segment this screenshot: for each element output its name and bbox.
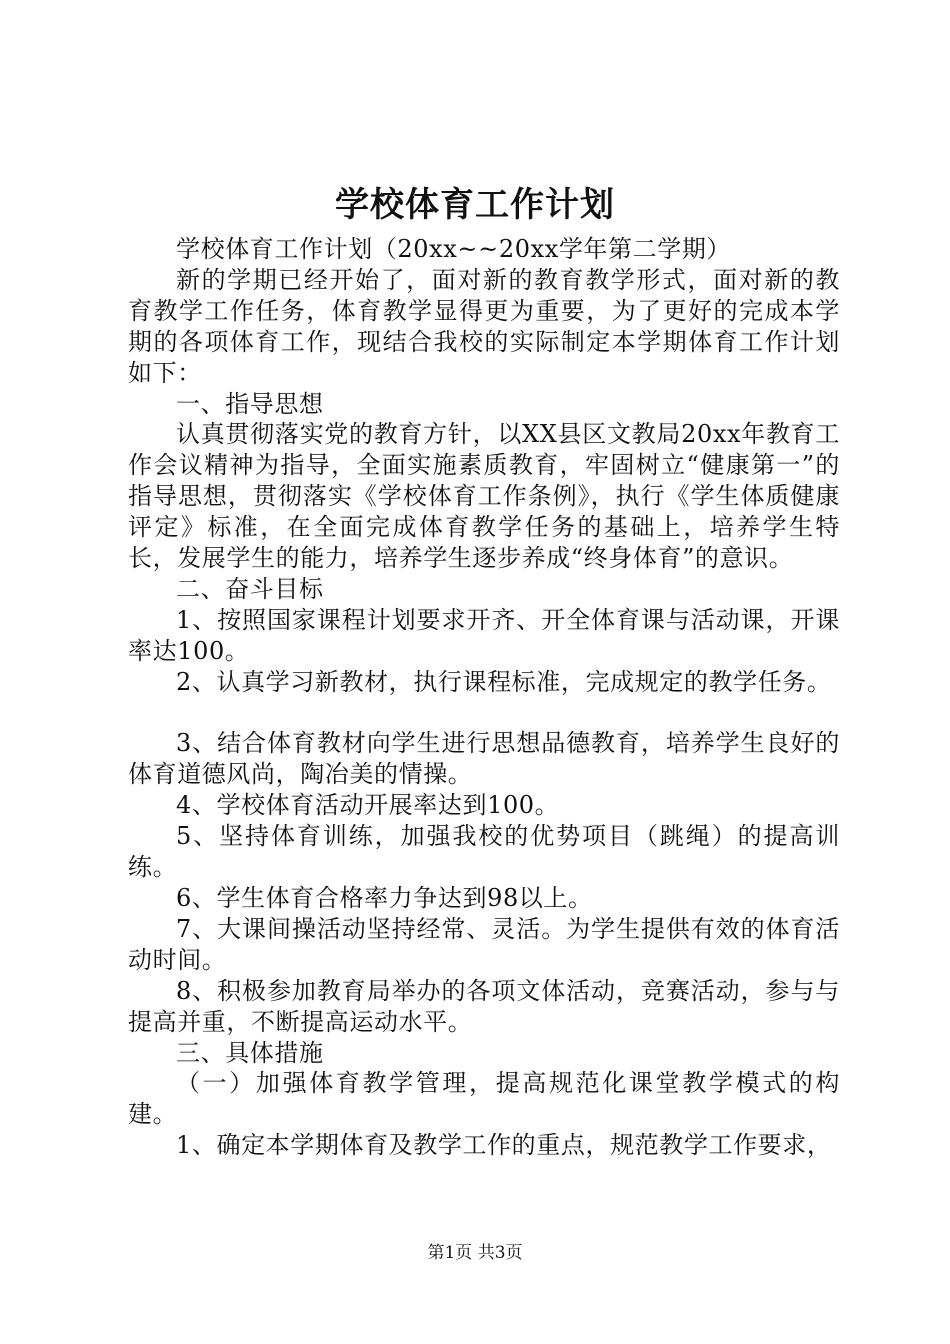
blank-line bbox=[128, 698, 840, 729]
section-heading: 三、具体措施 bbox=[176, 1038, 324, 1067]
goal-item: 1、按照国家课程计划要求开齐、开全体育课与活动课，开课率达100。 bbox=[128, 605, 840, 665]
goal-item: 3、结合体育教材向学生进行思想品德教育，培养学生良好的体育道德风尚，陶冶美的情操。 bbox=[128, 729, 840, 789]
document-title: 学校体育工作计划 bbox=[335, 185, 615, 225]
intro-paragraph: 新的学期已经开始了，面对新的教育教学形式，面对新的教育教学工作任务，体育教学显得更为重要，为了更好的完成本学期的各项体育工作，现结合我校的实际制定本学期体育工作计划如下： bbox=[128, 265, 840, 387]
page-footer: 第1页 共3页 bbox=[427, 1243, 523, 1263]
goal-item: 4、学校体育活动开展率达到100。 bbox=[176, 791, 560, 820]
goal-item: 6、学生体育合格率力争达到98以上。 bbox=[176, 884, 593, 913]
goal-item: 7、大课间操活动坚持经常、灵活。为学生提供有效的体育活动时间。 bbox=[128, 914, 840, 974]
goal-item: 2、认真学习新教材，执行课程标准，完成规定的教学任务。 bbox=[176, 667, 832, 696]
body-paragraph: 认真贯彻落实党的教育方针，以XX县区文教局20xx年教育工作会议精神为指导，全面实施素质教育，牢固树立“健康第一”的指导思想，贯彻落实《学校体育工作条例》，执行《学生体质健康评定》标准，在全面完成体育教学任务的基础上，培养学生特长，发展学生的能力，培养学生逐步养成“终身体育”的意识。 bbox=[128, 420, 840, 573]
section-heading: 二、奋斗目标 bbox=[176, 574, 324, 603]
subsection-heading: （一）加强体育教学管理，提高规范化课堂教学模式的构建。 bbox=[128, 1069, 840, 1129]
document-body bbox=[128, 234, 840, 1161]
section-heading: 一、指导思想 bbox=[176, 389, 324, 418]
goal-item: 8、积极参加教育局举办的各项文体活动，竞赛活动，参与与提高并重，不断提高运动水平。 bbox=[128, 976, 840, 1036]
subtitle-paragraph: 学校体育工作计划（20xx~~20xx学年第二学期） bbox=[176, 235, 732, 263]
measure-item: 1、确定本学期体育及教学工作的重点，规范教学工作要求， bbox=[176, 1131, 832, 1160]
goal-item: 5、坚持体育训练，加强我校的优势项目（跳绳）的提高训练。 bbox=[128, 822, 840, 882]
